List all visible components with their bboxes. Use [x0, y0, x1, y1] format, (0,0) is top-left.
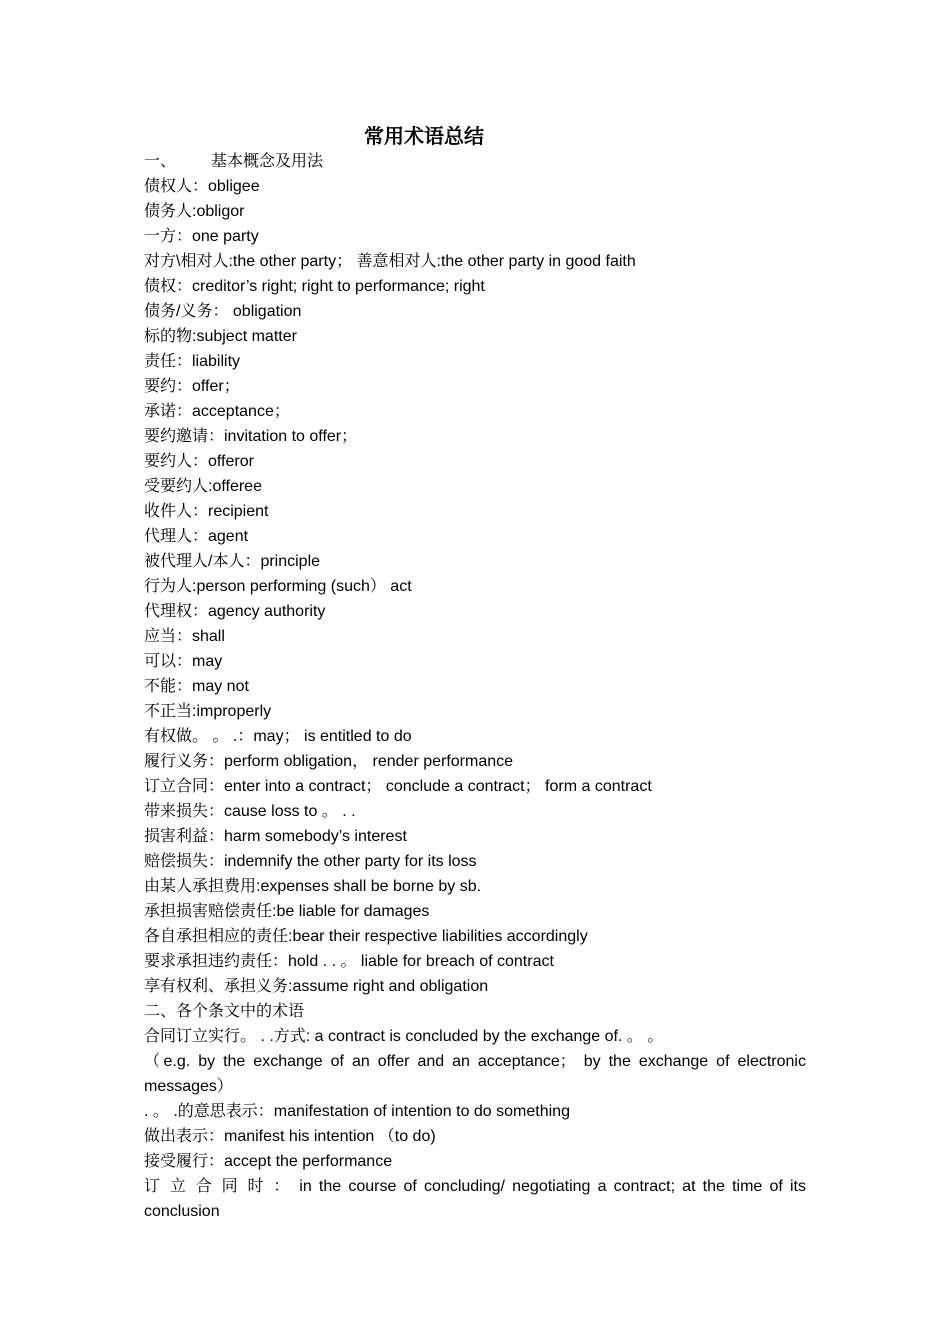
- term-line: messages）: [144, 1078, 233, 1095]
- term-line: conclusion: [144, 1203, 220, 1220]
- term-line: 应当：shall: [144, 628, 225, 645]
- term-line: 要约邀请：invitation to offer；: [144, 428, 358, 445]
- term-line: 做出表示：manifest his intention （to do): [144, 1128, 436, 1145]
- term-line: 行为人:person performing (such） act: [144, 578, 412, 595]
- term-line: 一方：one party: [144, 228, 259, 245]
- term-line: 债权：creditor’s right; right to performance; right: [144, 278, 485, 295]
- term-line: 损害利益：harm somebody’s interest: [144, 828, 407, 845]
- term-line: 对方\相对人:the other party； 善意相对人:the other party in good faith: [144, 253, 636, 270]
- term-line: 代理权：agency authority: [144, 603, 326, 620]
- term-line: 要求承担违约责任：hold . . 。 liable for breach of contract: [144, 953, 554, 970]
- term-line: 承担损害赔偿责任:be liable for damages: [144, 903, 430, 920]
- term-line: 可以：may: [144, 653, 223, 670]
- term-line: 收件人：recipient: [144, 503, 269, 520]
- section-number: 一、: [144, 153, 177, 170]
- term-line: 由某人承担费用:expenses shall be borne by sb.: [144, 878, 482, 895]
- term-line: 责任：liability: [144, 353, 241, 370]
- term-line: 各自承担相应的责任:bear their respective liabilities accordingly: [144, 928, 588, 945]
- term-line: 要约：offer；: [144, 378, 240, 395]
- term-line: 不正当:improperly: [144, 703, 272, 720]
- term-line: 享有权利、承担义务:assume right and obligation: [144, 978, 489, 995]
- term-line: 履行义务：perform obligation， render performance: [144, 753, 514, 770]
- term-line: 带来损失：cause loss to 。 . .: [144, 803, 356, 820]
- term-line: . 。 .的意思表示：manifestation of intention to do something: [144, 1103, 570, 1120]
- term-line: 债务/义务： obligation: [144, 303, 302, 320]
- term-line: 承诺：acceptance；: [144, 403, 290, 420]
- term-line: 不能：may not: [144, 678, 249, 695]
- term-list-basic: [144, 174, 806, 999]
- term-line: （e.g. by the exchange of an offer and an acceptance； by the exchange of electronic: [144, 1053, 806, 1070]
- term-list-clauses: [144, 1024, 806, 1224]
- term-line: 订立合同：enter into a contract； conclude a contract； form a contract: [144, 778, 652, 795]
- term-line: 有权做。 。 .：may； is entitled to do: [144, 728, 412, 745]
- term-line: 订 立 合 同 时 ： in the course of concluding/ negotiating a contract; at the time of its: [144, 1178, 806, 1195]
- term-line: 被代理人/本人：principle: [144, 553, 321, 570]
- term-line: 接受履行：accept the performance: [144, 1153, 393, 1170]
- term-line: 标的物:subject matter: [144, 328, 297, 345]
- term-line: 要约人：offeror: [144, 453, 254, 470]
- document-body: [144, 149, 806, 1224]
- term-line: 债务人:obligor: [144, 203, 245, 220]
- section-heading-2: 二、各个条文中的术语: [144, 1003, 305, 1020]
- section-title: 基本概念及用法: [211, 153, 324, 170]
- term-line: 赔偿损失：indemnify the other party for its loss: [144, 853, 477, 870]
- term-line: 受要约人:offeree: [144, 478, 262, 495]
- section-heading-1: [144, 149, 806, 174]
- term-line: 合同订立实行。 . .方式: a contract is concluded by the exchange of. 。 。: [144, 1028, 664, 1045]
- document-title: 常用术语总结: [364, 124, 484, 148]
- term-line: 代理人：agent: [144, 528, 249, 545]
- term-line: 债权人：obligee: [144, 178, 260, 195]
